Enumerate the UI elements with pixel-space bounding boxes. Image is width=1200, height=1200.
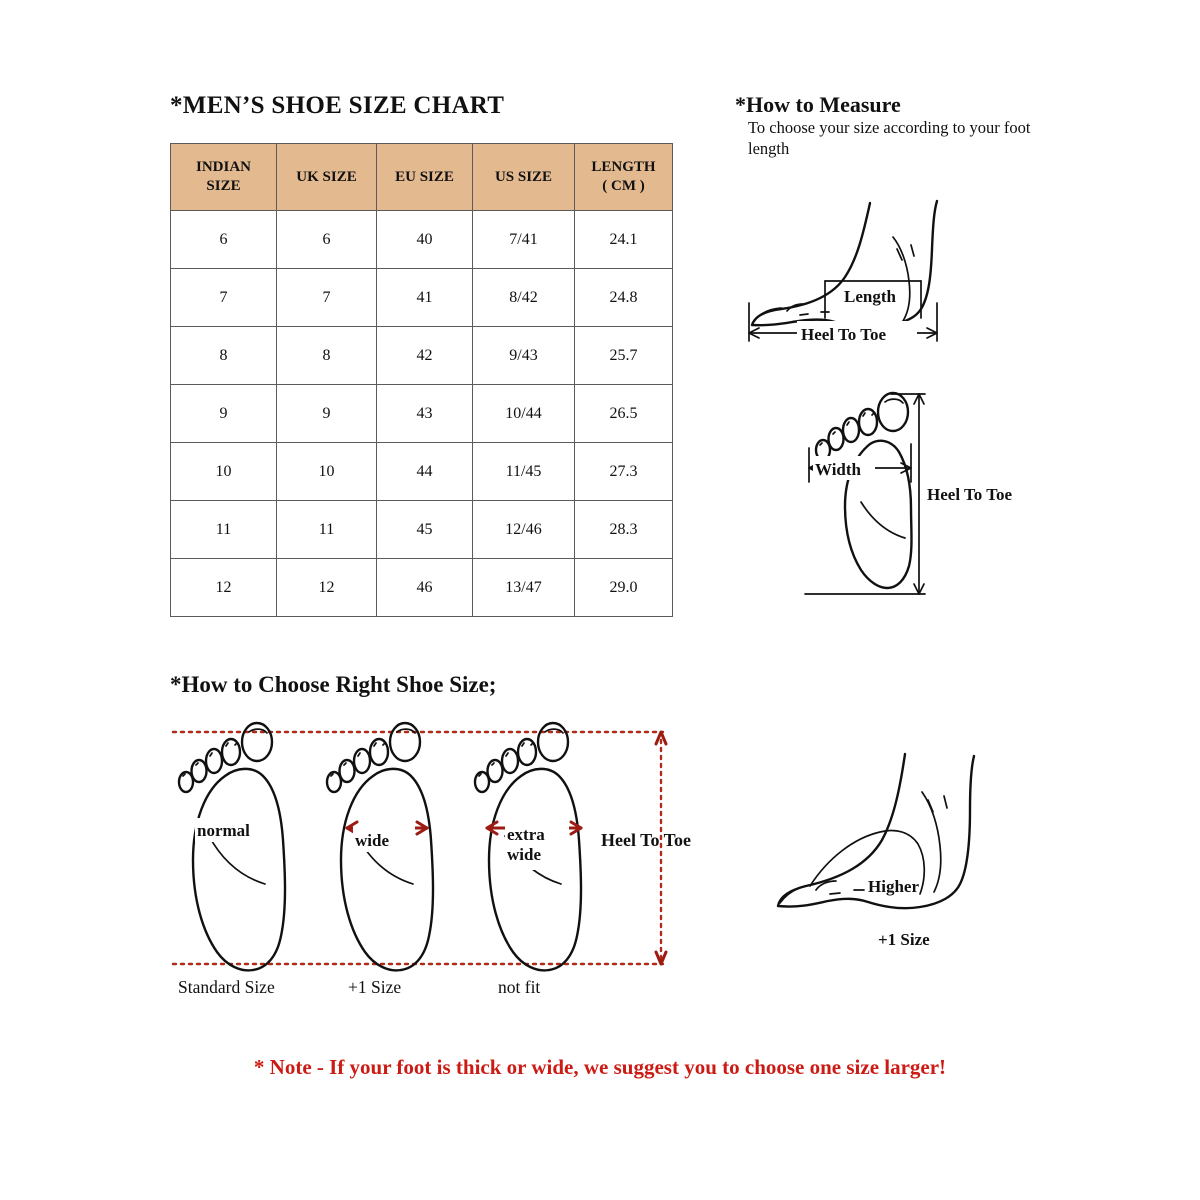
cell-eu-size: 45 xyxy=(377,501,473,559)
cell-us-size: 8/42 xyxy=(473,269,575,327)
foot-extra-wide-label-line1: extra xyxy=(507,825,545,844)
plus-one-size-label: +1 Size xyxy=(878,930,930,949)
cell-indian-size: 7 xyxy=(171,269,277,327)
foot-wide-caption: +1 Size xyxy=(348,977,402,997)
foot-wide xyxy=(327,723,433,970)
foot-extra-wide-caption: not fit xyxy=(498,977,541,997)
table-header-row xyxy=(171,144,673,211)
table-row xyxy=(171,385,673,443)
column-header-line2: SIZE xyxy=(206,178,241,194)
foot-wide-label: wide xyxy=(355,831,389,850)
cell-eu-size: 40 xyxy=(377,211,473,269)
cell-eu-size: 43 xyxy=(377,385,473,443)
column-header-length xyxy=(575,144,673,211)
cell-indian-size: 9 xyxy=(171,385,277,443)
table-row xyxy=(171,211,673,269)
size-chart-table xyxy=(170,143,673,617)
foot-extra-wide xyxy=(475,723,581,970)
cell-indian-size: 10 xyxy=(171,443,277,501)
cell-us-size: 11/45 xyxy=(473,443,575,501)
cell-us-size: 7/41 xyxy=(473,211,575,269)
cell-uk-size: 8 xyxy=(277,327,377,385)
cell-us-size: 9/43 xyxy=(473,327,575,385)
cell-us-size: 13/47 xyxy=(473,559,575,617)
cell-eu-size: 42 xyxy=(377,327,473,385)
heel-to-toe-label: Heel To Toe xyxy=(927,485,1013,504)
how-to-measure-title: *How to Measure xyxy=(735,92,901,117)
cell-eu-size: 46 xyxy=(377,559,473,617)
length-label: Length xyxy=(844,287,896,306)
column-header-line1: LENGTH xyxy=(591,159,656,176)
heel-to-toe-label: Heel To Toe xyxy=(801,325,887,344)
column-header-us-size: US SIZE xyxy=(473,144,575,211)
cell-length: 27.3 xyxy=(575,443,673,501)
cell-length: 26.5 xyxy=(575,385,673,443)
page-title: *MEN’S SHOE SIZE CHART xyxy=(170,92,505,119)
side-foot-higher-diagram xyxy=(750,740,1050,960)
cell-length: 25.7 xyxy=(575,327,673,385)
table-row xyxy=(171,443,673,501)
cell-indian-size: 6 xyxy=(171,211,277,269)
cell-uk-size: 12 xyxy=(277,559,377,617)
cell-indian-size: 8 xyxy=(171,327,277,385)
cell-indian-size: 11 xyxy=(171,501,277,559)
higher-label: Higher xyxy=(868,877,919,896)
sole-foot-width-diagram xyxy=(775,382,1015,612)
table-row xyxy=(171,559,673,617)
cell-uk-size: 7 xyxy=(277,269,377,327)
cell-us-size: 12/46 xyxy=(473,501,575,559)
column-header-line1: INDIAN xyxy=(195,159,251,176)
note-text: * Note - If your foot is thick or wide, we suggest you to choose one size larger! xyxy=(253,1055,947,1079)
table-row xyxy=(171,327,673,385)
heel-to-toe-label: Heel To Toe xyxy=(601,830,692,850)
side-foot-length-diagram xyxy=(725,185,1025,370)
foot-normal xyxy=(179,723,285,970)
cell-us-size: 10/44 xyxy=(473,385,575,443)
cell-length: 24.1 xyxy=(575,211,673,269)
table-row xyxy=(171,269,673,327)
cell-length: 28.3 xyxy=(575,501,673,559)
column-header-line2: ( CM ) xyxy=(602,178,645,194)
table-row xyxy=(171,501,673,559)
column-header-uk-size: UK SIZE xyxy=(277,144,377,211)
foot-normal-label: normal xyxy=(197,821,250,840)
column-header-indian-size xyxy=(171,144,277,211)
cell-eu-size: 41 xyxy=(377,269,473,327)
cell-uk-size: 11 xyxy=(277,501,377,559)
cell-eu-size: 44 xyxy=(377,443,473,501)
foot-extra-wide-label-line2: wide xyxy=(507,845,541,864)
cell-uk-size: 10 xyxy=(277,443,377,501)
foot-normal-caption: Standard Size xyxy=(178,977,275,997)
cell-indian-size: 12 xyxy=(171,559,277,617)
cell-uk-size: 9 xyxy=(277,385,377,443)
how-to-choose-title: *How to Choose Right Shoe Size; xyxy=(170,672,497,697)
cell-uk-size: 6 xyxy=(277,211,377,269)
how-to-measure-subtitle: To choose your size according to your foot length xyxy=(748,118,1031,158)
choose-size-feet-diagram xyxy=(165,718,710,988)
cell-length: 29.0 xyxy=(575,559,673,617)
width-label: Width xyxy=(815,460,861,479)
column-header-eu-size: EU SIZE xyxy=(377,144,473,211)
cell-length: 24.8 xyxy=(575,269,673,327)
